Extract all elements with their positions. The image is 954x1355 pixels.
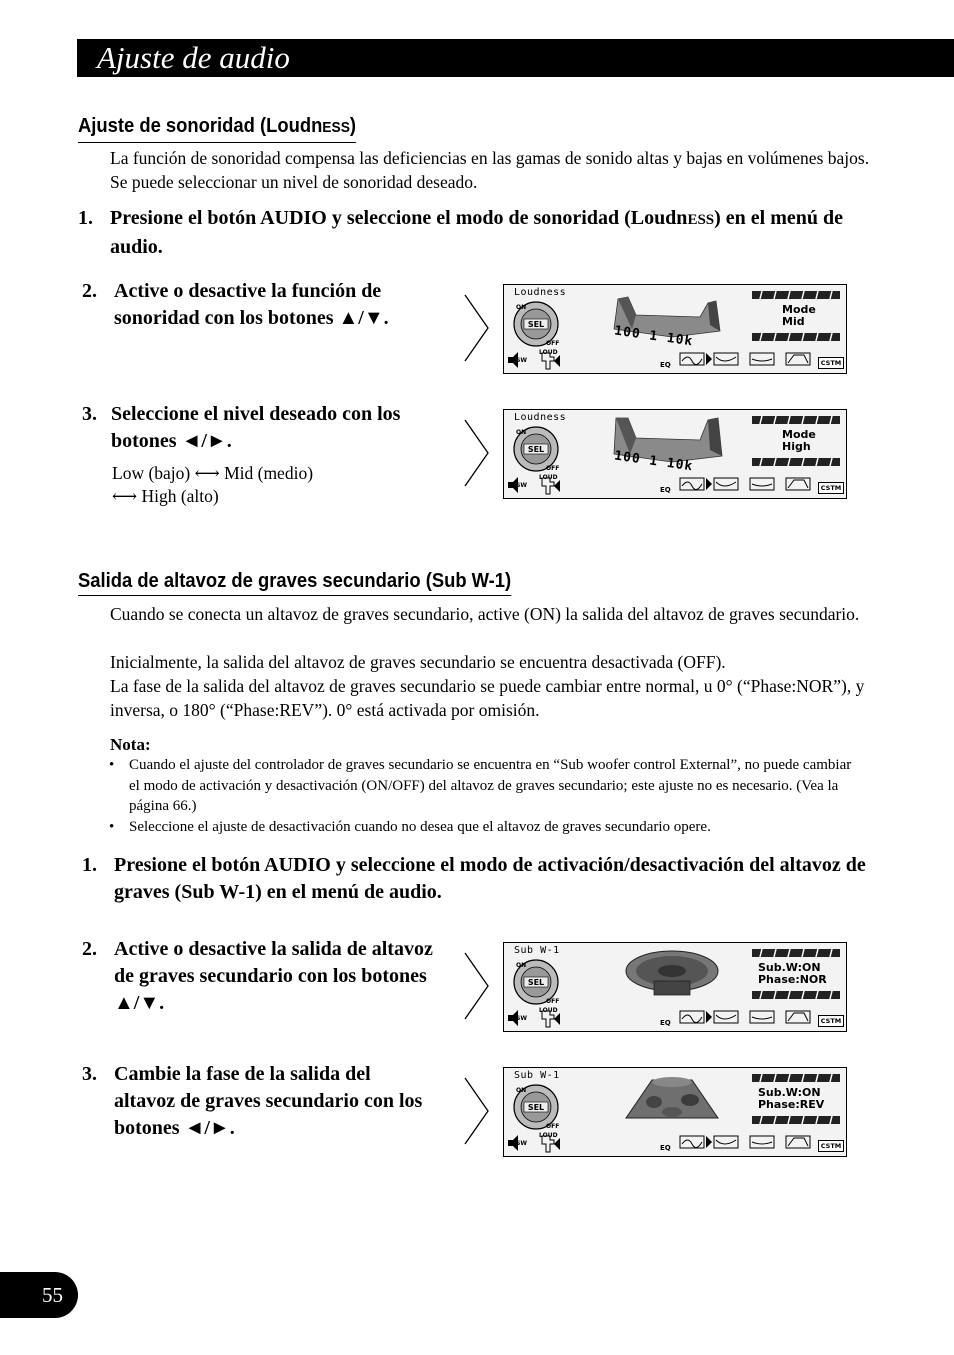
note-item-2: • Seleccione el ajuste de desactivación cuando no desea que el altavoz de graves secundario opere. [129,817,859,838]
sw-label: SW [516,482,527,489]
subwoofer-step1-number: 1. [82,854,97,876]
loud-label: LOUD [539,349,558,356]
eq-label: EQ [660,361,671,369]
knob-on-label: ON [516,1087,527,1094]
cstm-label: CSTM [818,1015,844,1027]
speaker-icon [612,947,732,999]
knob-off-label: OFF [546,340,560,347]
level-bars-top [752,1074,840,1082]
chevron-right-icon [464,1077,490,1145]
display-mode-text: Mode Mid [782,303,816,328]
knob-off-label: OFF [546,998,560,1005]
subwoofer-intro-1: Cuando se conecta un altavoz de graves secundario, active (ON) la salida del altavoz de graves secundario. [110,604,860,624]
subwoofer-intro-2: Inicialmente, la salida del altavoz de graves secundario se encuentra desactivada (OFF). [110,652,726,672]
subwoofer-intro-3: La fase de la salida del altavoz de graves secundario se puede cambiar entre normal, u 0° (“Phase:NOR”), y inversa, o 180° (“Phase:REV”). 0° está activada por omisión. [110,676,865,720]
loud-label: LOUD [539,474,558,481]
knob-sel-label: SEL [527,320,545,329]
display-title: Sub W-1 [514,945,560,956]
loudness-step3-text: Seleccione el nivel deseado con los botones ◄/►. [111,403,401,452]
level-bars-bottom [752,333,840,341]
bullet-icon: • [109,819,115,835]
subwoofer-step2-number: 2. [82,938,97,960]
display-loudness-mid [503,284,847,374]
level-bars-bottom [752,1116,840,1124]
chevron-right-icon [464,294,490,362]
knob-off-label: OFF [546,465,560,472]
loudness-step1-number: 1. [78,207,93,229]
bullet-icon: • [109,757,115,773]
subwoofer-step1-text: Presione el botón AUDIO y seleccione el modo de activación/desactivación del altavoz de graves (Sub W-1) en el menú de audio. [114,854,866,903]
subwoofer-step3-number: 3. [82,1063,97,1085]
frequency-label: 100 1 10k [613,448,695,475]
knob-off-label: OFF [546,1123,560,1130]
display-title: Loudness [514,287,567,298]
loud-label: LOUD [539,1007,558,1014]
control-knob-icon [512,957,562,1007]
loudness-step2-text: Active o desactive la función de sonoridad con los botones ▲/▼. [114,280,389,329]
note-title: Nota: [110,735,151,754]
knob-sel-label: SEL [527,445,545,454]
level-bars-bottom [752,991,840,999]
level-bars-top [752,291,840,299]
display-loudness-high [503,409,847,499]
display-mode-text: Mode High [782,428,816,453]
cstm-label: CSTM [818,482,844,494]
loudness-step2-number: 2. [82,280,97,302]
chevron-right-icon [464,419,490,487]
loudness-levels-line2: ⟷ High (alto) [112,486,219,506]
sw-label: SW [516,1015,527,1022]
display-status-text: Sub.W:ON Phase:NOR [758,961,827,986]
control-knob-icon [512,299,562,349]
loudness-section-title: Ajuste de sonoridad (LoudnESS) [78,114,356,143]
chevron-right-icon [464,952,490,1020]
subwoofer-section-title: Salida de altavoz de graves secundario (Sub W-1) [78,569,511,596]
note-item-1: • Cuando el ajuste del controlador de graves secundario se encuentra en “Sub woofer control External”, no puede cambiar el modo de activación y desactivación (ON/OFF) del altavoz de graves secundario; este ajuste no es necesario. (Vea la página 66.) [109,757,852,814]
page-number: 55 [0,1272,78,1318]
display-status-text: Sub.W:ON Phase:REV [758,1086,825,1111]
level-bars-top [752,416,840,424]
sw-label: SW [516,1140,527,1147]
loudness-step1-text: Presione el botón AUDIO y seleccione el modo de sonoridad (LoudnESS) en el menú de audio. [110,207,844,258]
page-title: Ajuste de audio [97,40,290,75]
subwoofer-step2-text: Active o desactive la salida de altavoz de graves secundario con los botones ▲/▼. [114,938,433,1014]
display-subwoofer-nor [503,942,847,1032]
display-title: Loudness [514,412,567,423]
speaker-reversed-icon [612,1072,732,1124]
knob-on-label: ON [516,304,527,311]
loud-label: LOUD [539,1132,558,1139]
knob-sel-label: SEL [527,1103,545,1112]
eq-label: EQ [660,1144,671,1152]
loudness-levels-line1: Low (bajo) ⟷ Mid (medio) [112,463,314,483]
level-bars-top [752,949,840,957]
eq-label: EQ [660,1019,671,1027]
header-bar [77,39,954,77]
knob-sel-label: SEL [527,978,545,987]
loudness-intro: La función de sonoridad compensa las deficiencias en las gamas de sonido altas y bajas en volúmenes bajos. Se puede seleccionar un nivel de sonoridad deseado. [110,148,870,192]
knob-on-label: ON [516,429,527,436]
level-bars-bottom [752,458,840,466]
subwoofer-step3-text: Cambie la fase de la salida del altavoz de graves secundario con los botones ◄/►. [114,1063,423,1139]
sw-label: SW [516,357,527,364]
display-title: Sub W-1 [514,1070,560,1081]
frequency-label: 100 1 10k [613,323,695,350]
eq-label: EQ [660,486,671,494]
control-knob-icon [512,1082,562,1132]
loudness-step3-number: 3. [82,403,97,425]
control-knob-icon [512,424,562,474]
cstm-label: CSTM [818,357,844,369]
cstm-label: CSTM [818,1140,844,1152]
knob-on-label: ON [516,962,527,969]
display-subwoofer-rev [503,1067,847,1157]
